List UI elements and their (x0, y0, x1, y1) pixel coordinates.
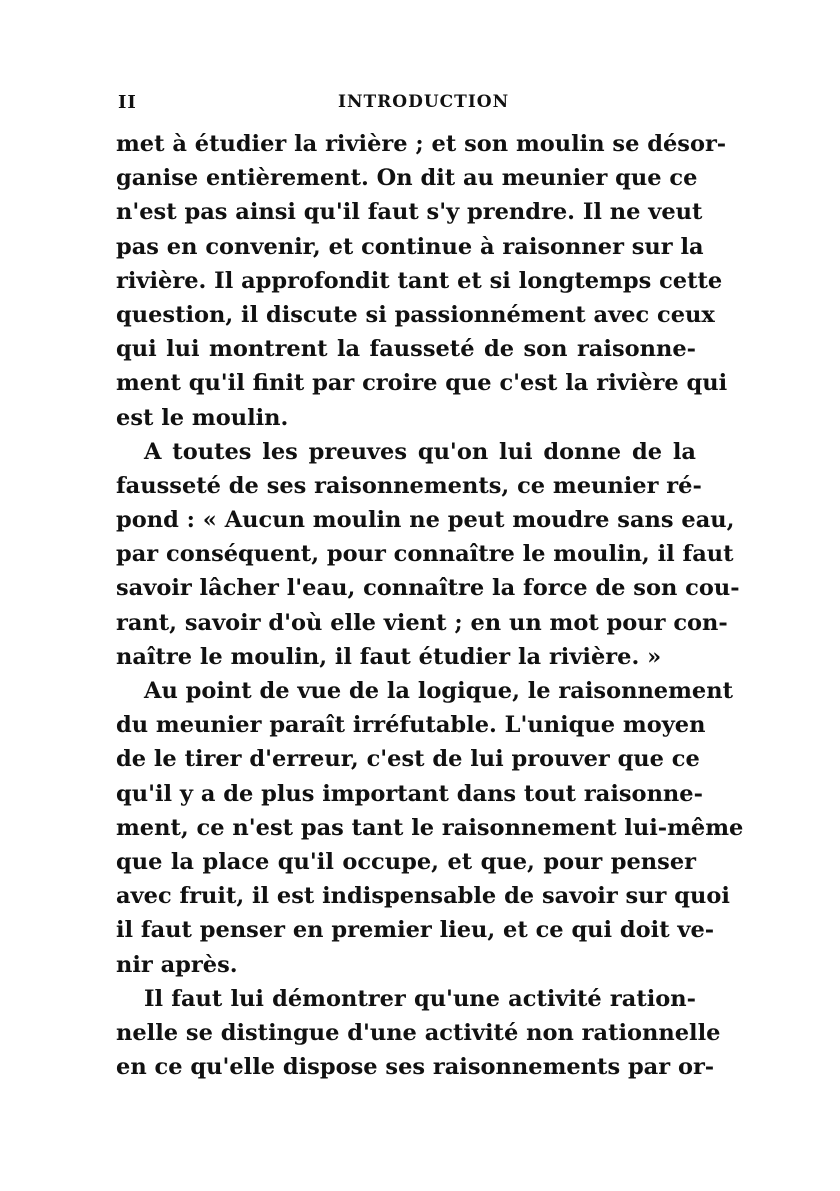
running-head (118, 92, 693, 116)
text-line: par conséquent, pour connaître le moulin, il faut (116, 541, 734, 568)
text-line: de le tirer d'erreur, c'est de lui prouver que ce (116, 746, 700, 773)
section-title: INTRODUCTION (338, 92, 510, 112)
text-line: Il faut lui démontrer qu'une activité ration- (144, 985, 696, 1012)
text-line: est le moulin. (116, 404, 289, 431)
text-line: pond : « Aucun moulin ne peut moudre sans eau, (116, 507, 735, 534)
text-line: naître le moulin, il faut étudier la rivière. » (116, 643, 662, 670)
text-line: savoir lâcher l'eau, connaître la force de son cou- (116, 575, 740, 602)
text-line: n'est pas ainsi qu'il faut s'y prendre. Il ne veut (116, 199, 703, 226)
text-line: Au point de vue de la logique, le raisonnement (144, 678, 733, 704)
text-line: A toutes les preuves qu'on lui donne de la (144, 438, 696, 465)
text-line: rant, savoir d'où elle vient ; en un mot pour con- (116, 609, 728, 636)
text-line: avec fruit, il est indispensable de savoir sur quoi (116, 883, 730, 910)
text-line: ganise entièrement. On dit au meunier que ce (116, 165, 698, 192)
text-line: qu'il y a de plus important dans tout raisonne- (116, 780, 703, 807)
text-line: rivière. Il approfondit tant et si longtemps cette (116, 267, 723, 294)
text-line: ment, ce n'est pas tant le raisonnement lui-même (116, 814, 744, 841)
text-line: met à étudier la rivière ; et son moulin se désor- (116, 131, 727, 157)
text-line: que la place qu'il occupe, et que, pour penser (116, 848, 696, 875)
text-line: nelle se distingue d'une activité non rationnelle (116, 1019, 721, 1046)
text-line: fausseté de ses raisonnements, ce meunier ré- (116, 472, 702, 499)
text-line: nir après. (116, 951, 238, 978)
body-text (116, 127, 744, 1084)
text-line: ment qu'il finit par croire que c'est la rivière qui (116, 370, 728, 397)
text-line: question, il discute si passionnément avec ceux (116, 301, 715, 328)
page-number: II (118, 92, 137, 113)
text-line: pas en convenir, et continue à raisonner sur la (116, 233, 704, 260)
text-line: en ce qu'elle dispose ses raisonnements par or- (116, 1054, 715, 1081)
text-line: qui lui montrent la fausseté de son raisonne- (116, 336, 696, 363)
text-line: du meunier paraît irréfutable. L'unique moyen (116, 712, 706, 739)
text-line: il faut penser en premier lieu, et ce qui doit ve- (116, 917, 715, 944)
